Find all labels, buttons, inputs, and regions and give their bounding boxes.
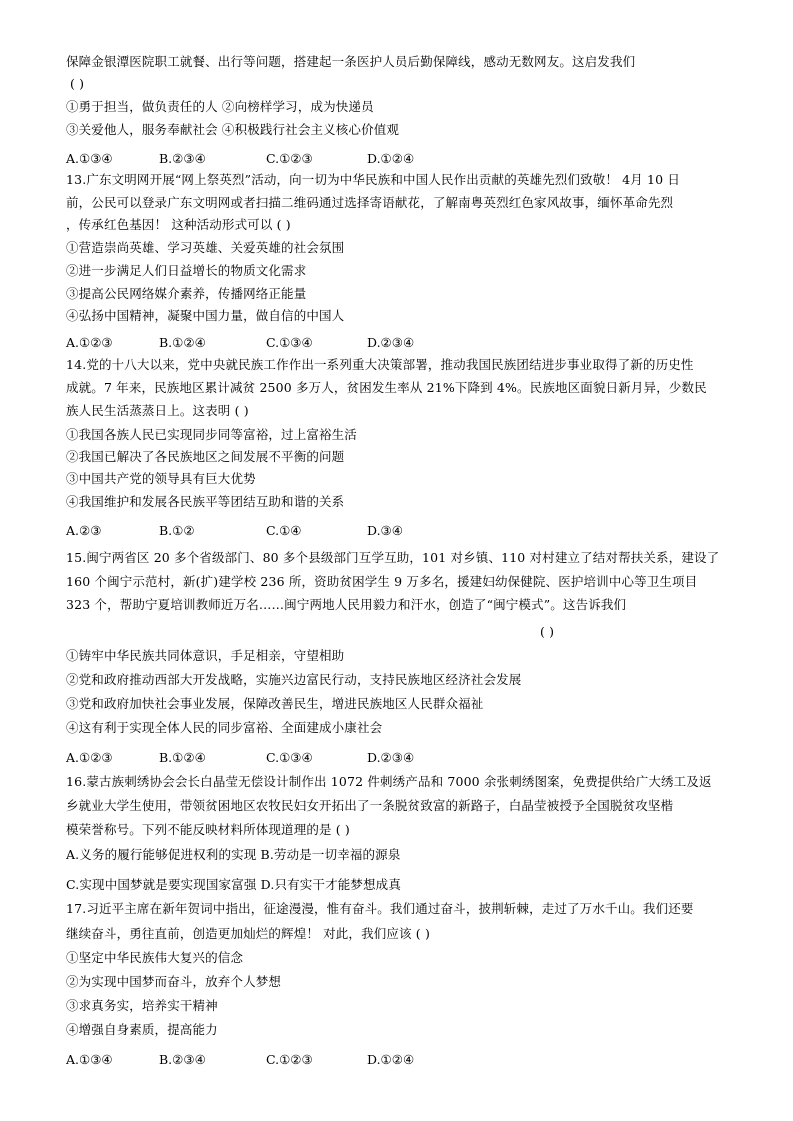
q12-statement-3-4: ③关爱他人，服务奉献社会 ④积极践行社会主义核心价值观: [66, 122, 400, 137]
q12-statement-1-2: ①勇于担当，做负责任的人 ②向榜样学习，成为快递员: [66, 99, 374, 114]
q14-statement-4: ④我国维护和发展各民族平等团结互助和谐的关系: [66, 494, 345, 509]
q15-answer-blank: ( ): [540, 624, 555, 639]
q17-stem-line: 继续奋斗，勇往直前，创造更加灿烂的辉煌！ 对此，我们应该 ( ): [66, 926, 430, 941]
q13-statement-3: ③提高公民网络媒介素养，传播网络正能量: [66, 286, 307, 301]
q15-option-a: A.①②③: [66, 750, 113, 765]
q14-stem-line: 成就。7 年来，民族地区累计减贫 2500 多万人，贫困发生率从 21%下降到 4%。民族地区面貌日新月异，少数民: [66, 380, 707, 395]
q14-statement-2: ②我国已解决了各民族地区之间发展不平衡的问题: [66, 449, 345, 464]
q17-statement-1: ①坚定中华民族伟大复兴的信念: [66, 950, 244, 965]
q17-stem-line: 17.习近平主席在新年贺词中指出，征途漫漫，惟有奋斗。我们通过奋斗，披荆斩棘，走过了万水千山。我们还要: [66, 901, 694, 916]
q14-statement-3: ③中国共产党的领导具有巨大优势: [66, 471, 256, 486]
q15-statement-2: ②党和政府推动西部大开发战略，实施兴边富民行动，支持民族地区经济社会发展: [66, 672, 522, 687]
q16-stem-line: 乡就业大学生使用，带领贫困地区农牧民妇女开拓出了一条脱贫致富的新路子，白晶莹被授予全国脱贫攻坚楷: [66, 798, 674, 813]
q12-option-a: A.①③④: [66, 151, 113, 166]
q13-options: [66, 335, 414, 351]
q14-option-b: B.①②: [159, 523, 195, 538]
q15-stem-line: 160 个闽宁示范村，新(扩)建学校 236 所，资助贫困学生 9 万多名，援建妇幼保健院、医护培训中心等卫生项目: [66, 574, 698, 589]
q17-statement-4: ④增强自身素质，提高能力: [66, 1022, 218, 1037]
q17-option-d: D.①②④: [367, 1052, 415, 1067]
q14-option-c: C.①④: [266, 523, 302, 538]
q14-stem-line: 族人民生活蒸蒸日上。这表明 ( ): [66, 403, 249, 418]
q15-statement-3: ③党和政府加快社会事业发展，保障改善民生，增进民族地区人民群众福祉: [66, 696, 484, 711]
q15-options: [66, 750, 414, 766]
q14-statement-1: ①我国各族人民已实现同步同等富裕，过上富裕生活: [66, 427, 357, 442]
q17-option-a: A.①③④: [66, 1052, 113, 1067]
q14-option-a: A.②③: [66, 523, 102, 538]
q12-options: [66, 151, 414, 167]
q13-option-d: D.②③④: [367, 335, 415, 350]
q13-option-a: A.①②③: [66, 335, 113, 350]
q17-options: [66, 1052, 414, 1068]
q16-options-cd: C.实现中国梦就是要实现国家富强 D.只有实干才能梦想成真: [66, 877, 401, 892]
q13-stem-line: ，传承红色基因！ 这种活动形式可以 ( ): [66, 217, 291, 232]
q17-statement-3: ③求真务实，培养实干精神: [66, 998, 218, 1013]
q13-option-b: B.①②④: [159, 335, 206, 350]
q13-statement-2: ②进一步满足人们日益增长的物质文化需求: [66, 263, 307, 278]
q12-answer-blank: ( ): [70, 76, 85, 91]
q12-option-c: C.①②③: [266, 151, 313, 166]
q12-option-b: B.②③④: [159, 151, 206, 166]
q13-statement-4: ④弘扬中国精神，凝聚中国力量，做自信的中国人: [66, 308, 345, 323]
q13-statement-1: ①营造崇尚英雄、学习英雄、关爱英雄的社会氛围: [66, 240, 345, 255]
q16-stem-line: 16.蒙古族刺绣协会会长白晶莹无偿设计制作出 1072 件刺绣产品和 7000 余张刺绣图案，免费提供给广大绣工及返: [66, 774, 712, 789]
q14-options: [66, 523, 403, 539]
q15-statement-1: ①铸牢中华民族共同体意识，手足相亲，守望相助: [66, 648, 345, 663]
q14-option-d: D.③④: [367, 523, 403, 538]
q15-stem-line: 323 个，帮助宁夏培训教师近万名……闽宁两地人民用毅力和汗水，创造了“闽宁模式”。这告诉我们: [66, 597, 627, 612]
q12-option-d: D.①②④: [367, 151, 415, 166]
q17-statement-2: ②为实现中国梦而奋斗，放弃个人梦想: [66, 974, 282, 989]
q16-options-ab: A.义务的履行能够促进权利的实现 B.劳动是一切幸福的源泉: [66, 847, 401, 862]
q17-option-b: B.②③④: [159, 1052, 206, 1067]
q17-option-c: C.①②③: [266, 1052, 313, 1067]
q16-stem-line: 模荣誉称号。下列不能反映材料所体现道理的是 ( ): [66, 822, 350, 837]
q15-stem-line: 15.闽宁两省区 20 多个省级部门、80 多个县级部门互学互助，101 对乡镇、110 对村建立了结对帮扶关系，建设了: [66, 550, 720, 565]
q15-option-d: D.②③④: [367, 750, 415, 765]
q13-stem-line: 13.广东文明网开展“网上祭英烈”活动，向一切为中华民族和中国人民作出贡献的英雄先烈们致敬！ 4月 10 日: [66, 172, 681, 187]
q12-stem-line: 保障金银潭医院职工就餐、出行等问题，搭建起一条医护人员后勤保障线，感动无数网友。这启发我们: [66, 54, 636, 69]
q15-statement-4: ④这有利于实现全体人民的同步富裕、全面建成小康社会: [66, 720, 383, 735]
q14-stem-line: 14.党的十八大以来，党中央就民族工作作出一系列重大决策部署，推动我国民族团结进步事业取得了新的历史性: [66, 357, 694, 372]
q15-option-c: C.①③④: [266, 750, 313, 765]
q15-option-b: B.①②④: [159, 750, 206, 765]
q13-option-c: C.①③④: [266, 335, 313, 350]
q13-stem-line: 前，公民可以登录广东文明网或者扫描二维码通过选择寄语献花，了解南粤英烈红色家风故事，缅怀革命先烈: [66, 195, 674, 210]
